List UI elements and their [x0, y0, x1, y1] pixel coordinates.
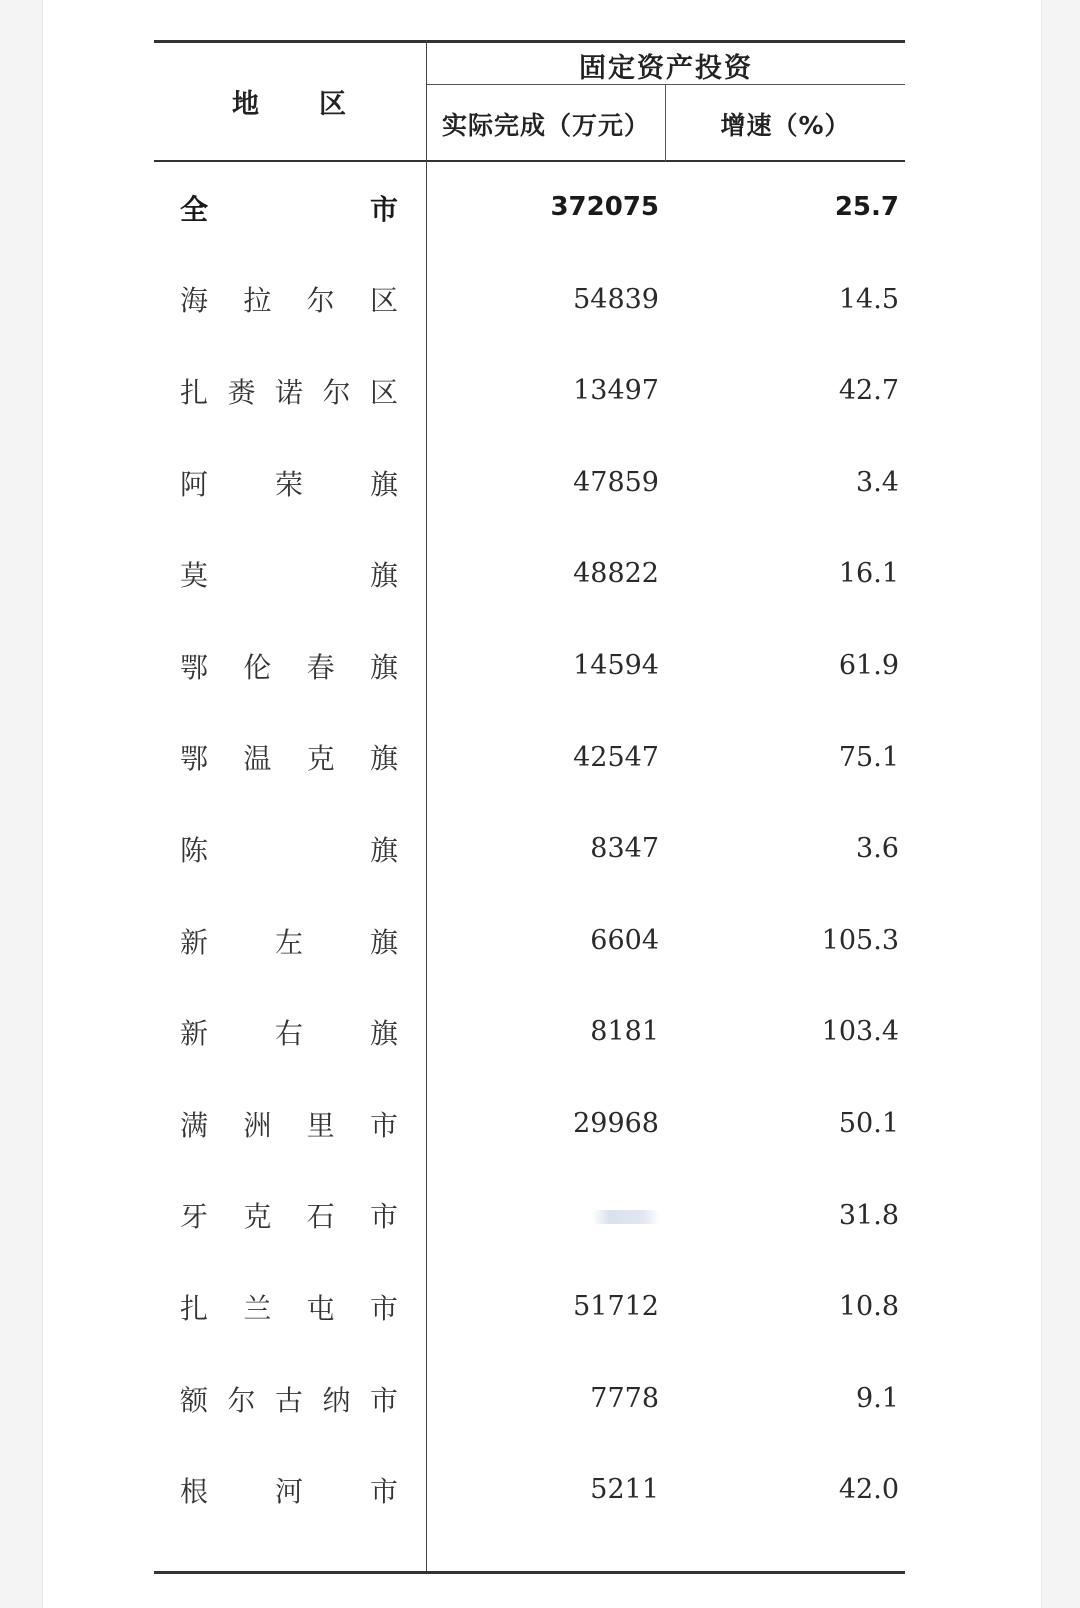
table-row — [154, 895, 905, 987]
table-row — [154, 803, 905, 895]
region-name-char: 区 — [369, 284, 398, 318]
table-row — [154, 1353, 905, 1445]
table-row — [154, 986, 905, 1078]
region-name-char: 牙 — [180, 1200, 209, 1234]
growth-cell: 50.1 — [838, 1107, 899, 1139]
region-name-char: 莫 — [180, 559, 209, 593]
region-name — [180, 1353, 398, 1445]
table-row — [154, 254, 905, 346]
growth-cell: 16.1 — [838, 558, 899, 590]
amount-cell: 8347 — [590, 833, 659, 865]
region-name-char: 旗 — [369, 833, 398, 867]
region-name-char: 旗 — [369, 467, 398, 501]
region-name-char: 伦 — [243, 650, 272, 684]
growth-cell: 42.0 — [838, 1474, 899, 1506]
region-name — [180, 1078, 398, 1170]
amount-cell: 47859 — [573, 466, 659, 498]
region-name-char: 市 — [369, 192, 398, 226]
growth-cell: 25.7 — [834, 192, 899, 222]
amount-cell: 372075 — [550, 192, 659, 222]
region-name-char: 春 — [306, 650, 335, 684]
region-name-char: 旗 — [369, 1017, 398, 1051]
growth-cell: 14.5 — [838, 283, 899, 315]
region-name-char: 尔 — [322, 375, 351, 409]
region-name-char: 里 — [306, 1108, 335, 1142]
region-name-char: 区 — [369, 375, 398, 409]
growth-cell: 3.6 — [856, 833, 899, 865]
amount-cell: 14594 — [573, 649, 659, 681]
amount-cell: 13497 — [573, 375, 659, 407]
region-name-char: 鄂 — [180, 650, 209, 684]
table-row — [154, 1078, 905, 1170]
table-row — [154, 162, 905, 254]
region-name-char: 左 — [274, 925, 303, 959]
region-name-char: 洲 — [243, 1108, 272, 1142]
obscured-value — [592, 1210, 660, 1224]
region-name-char: 市 — [369, 1108, 398, 1142]
region-name-char: 市 — [369, 1200, 398, 1234]
table-top-rule — [154, 40, 905, 43]
region-name-char: 海 — [180, 284, 209, 318]
region-name-char: 额 — [180, 1383, 209, 1417]
region-name — [180, 437, 398, 529]
amount-cell: 8181 — [590, 1016, 659, 1048]
amount-cell: 6604 — [590, 924, 659, 956]
region-name-char: 扎 — [180, 1291, 209, 1325]
growth-cell: 10.8 — [838, 1291, 899, 1323]
region-name — [180, 986, 398, 1078]
region-name-char: 诺 — [274, 375, 303, 409]
table-body — [154, 162, 905, 1536]
region-name-char: 拉 — [243, 284, 272, 318]
document-page — [42, 0, 1042, 1608]
table-bottom-rule — [154, 1571, 905, 1574]
growth-cell: 9.1 — [856, 1382, 899, 1414]
region-name — [180, 162, 398, 254]
region-name — [180, 620, 398, 712]
table-row — [154, 620, 905, 712]
region-name-char: 旗 — [369, 650, 398, 684]
region-name-char: 根 — [180, 1475, 209, 1509]
growth-cell: 103.4 — [821, 1016, 899, 1048]
header-actual-completed: 实际完成（万元） — [441, 111, 650, 140]
region-name-char: 河 — [274, 1475, 303, 1509]
region-name-char: 旗 — [369, 559, 398, 593]
growth-cell: 75.1 — [838, 741, 899, 773]
region-name-char: 兰 — [243, 1291, 272, 1325]
region-name-char: 古 — [274, 1383, 303, 1417]
region-name-char: 温 — [243, 742, 272, 776]
growth-cell: 3.4 — [856, 466, 899, 498]
amount-cell: 5211 — [590, 1474, 659, 1506]
region-name — [180, 803, 398, 895]
header-growth-rate: 增速（%） — [720, 111, 851, 140]
region-name-char: 市 — [369, 1291, 398, 1325]
growth-cell: 42.7 — [838, 375, 899, 407]
region-name-char: 新 — [180, 925, 209, 959]
region-name-char: 旗 — [369, 925, 398, 959]
amount-cell: 54839 — [573, 283, 659, 315]
growth-cell: 61.9 — [838, 649, 899, 681]
region-name-char: 陈 — [180, 833, 209, 867]
region-name-char: 赉 — [227, 375, 256, 409]
region-name-char: 阿 — [180, 467, 209, 501]
region-name — [180, 1170, 398, 1262]
region-name-char: 全 — [180, 192, 209, 226]
table-row — [154, 1170, 905, 1262]
region-name — [180, 712, 398, 804]
region-name — [180, 1261, 398, 1353]
table-row — [154, 1444, 905, 1536]
table-row — [154, 437, 905, 529]
table-row — [154, 528, 905, 620]
region-name-char: 旗 — [369, 742, 398, 776]
region-name — [180, 1444, 398, 1536]
amount-cell: 29968 — [573, 1107, 659, 1139]
amount-cell: 7778 — [590, 1382, 659, 1414]
region-name-char: 尔 — [227, 1383, 256, 1417]
region-name — [180, 895, 398, 987]
amount-cell: 48822 — [573, 558, 659, 590]
header-region: 地 区 — [232, 89, 348, 120]
region-name — [180, 254, 398, 346]
region-name — [180, 345, 398, 437]
region-name-char: 右 — [274, 1017, 303, 1051]
region-name-char: 克 — [306, 742, 335, 776]
region-name-char: 克 — [243, 1200, 272, 1234]
region-name-char: 满 — [180, 1108, 209, 1142]
growth-cell: 105.3 — [821, 924, 899, 956]
amount-cell: 51712 — [573, 1291, 659, 1323]
region-name-char: 纳 — [322, 1383, 351, 1417]
region-name-char: 荣 — [274, 467, 303, 501]
table-row — [154, 1261, 905, 1353]
growth-cell: 31.8 — [838, 1199, 899, 1231]
amount-cell: 42547 — [573, 741, 659, 773]
region-name-char: 新 — [180, 1017, 209, 1051]
region-name-char: 扎 — [180, 375, 209, 409]
region-name-char: 鄂 — [180, 742, 209, 776]
region-name-char: 尔 — [306, 284, 335, 318]
region-name — [180, 528, 398, 620]
region-name-char: 市 — [369, 1383, 398, 1417]
region-name-char: 石 — [306, 1200, 335, 1234]
header-fixed-asset-investment: 固定资产投资 — [579, 53, 753, 84]
investment-table — [154, 40, 905, 1574]
region-name-char: 屯 — [306, 1291, 335, 1325]
region-name-char: 市 — [369, 1475, 398, 1509]
table-row — [154, 712, 905, 804]
table-row — [154, 345, 905, 437]
